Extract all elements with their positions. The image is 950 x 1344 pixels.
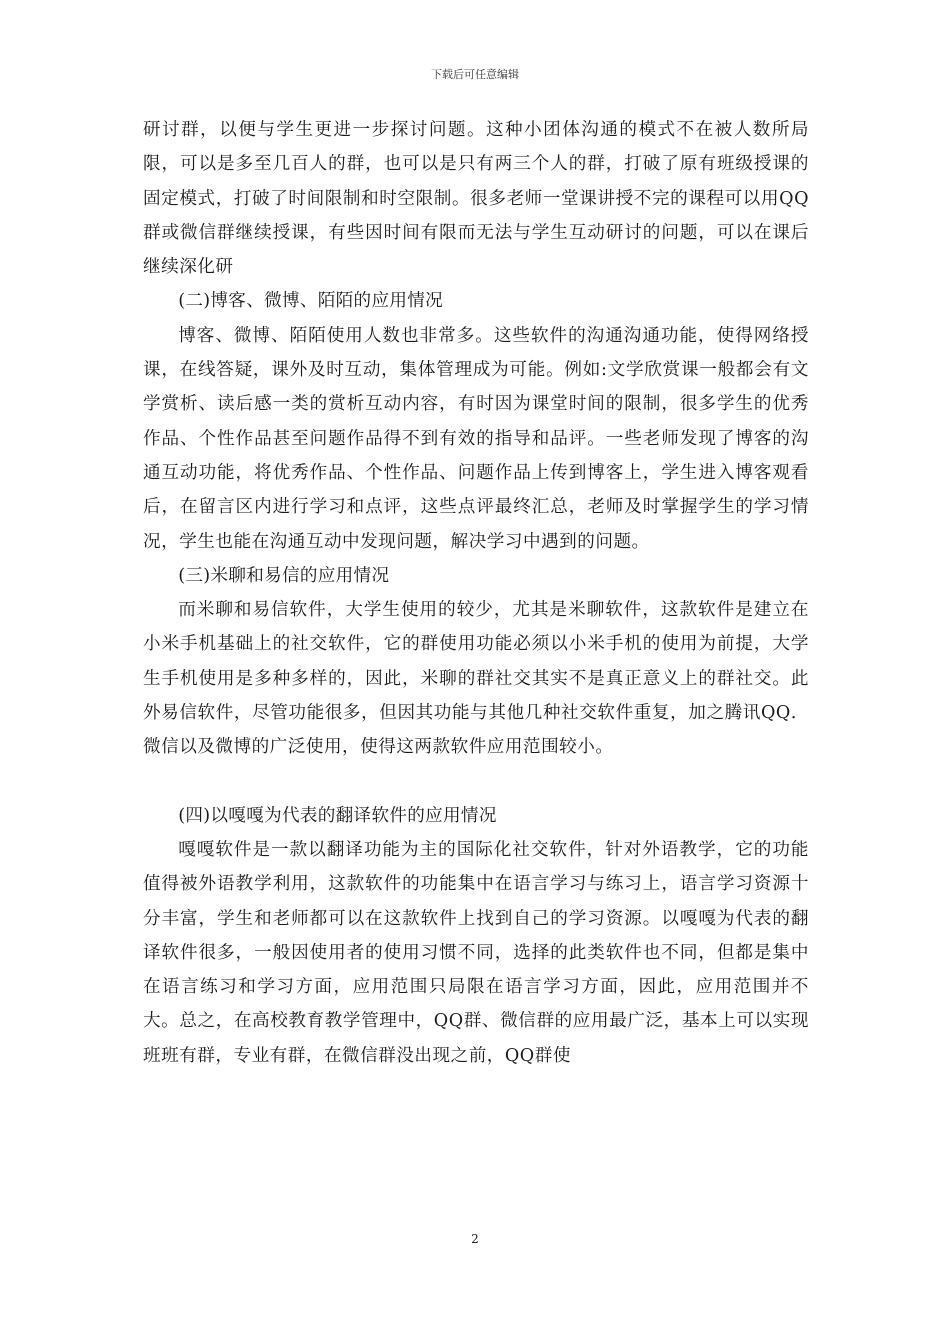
paragraph-2: 博客、微博、陌陌使用人数也非常多。这些软件的沟通沟通功能，使得网络授课，在线答疑，课外及时互动，集体管理成为可能。例如:文学欣赏课一般都会有文学赏析、读后感一类的赏析互动内容，有时因为课堂时间的限制，很多学生的优秀作品、个性作品甚至问题作品得不到有效的指导和品评。一些老师发现了博客的沟通互动功能，将优秀作品、个性作品、问题作品上传到博客上，学生进入博客观看后，在留言区内进行学习和点评，这些点评最终汇总，老师及时掌握学生的学习情况，学生也能在沟通互动中发现问题，解决学习中遇到的问题。	[143, 325, 809, 552]
blank-line	[143, 765, 809, 799]
paragraph-4: 嘎嘎软件是一款以翻译功能为主的国际化社交软件，针对外语教学，它的功能值得被外语教学利用，这款软件的功能集中在语言学习与练习上，语言学习资源十分丰富，学生和老师都可以在这款软件上找到自己的学习资源。以嘎嘎为代表的翻译软件很多，一般因使用者的使用习惯不同，选择的此类软件也不同，但都是集中在语言练习和学习方面，应用范围只局限在语言学习方面，因此，应用范围并不大。总之，在高校教育教学管理中，QQ群、微信群的应用最广泛，基本上可以实现班班有群，专业有群，在微信群没出现之前，QQ群使	[143, 839, 809, 1066]
paragraph-3: 而米聊和易信软件，大学生使用的较少，尤其是米聊软件，这款软件是建立在小米手机基础上的社交软件，它的群使用功能必须以小米手机的使用为前提，大学生手机使用是多种多样的，因此，米聊的群社交其实不是真正意义上的群社交。此外易信软件，尽管功能很多，但因其功能与其他几种社交软件重复，加之腾讯QQ．微信以及微博的广泛使用，使得这两款软件应用范围较小。	[143, 600, 809, 758]
section-heading-4: (四)以嘎嘎为代表的翻译软件的应用情况	[178, 805, 497, 826]
section-heading-3: (三)米聊和易信的应用情况	[178, 565, 390, 586]
page-header: 下载后可任意编辑	[431, 68, 519, 81]
paragraph-1: 研讨群，以便与学生更进一步探讨问题。这种小团体沟通的模式不在被人数所局限，可以是多至几百人的群，也可以是只有两三个人的群，打破了原有班级授课的固定模式，打破了时间限制和时空限制。很多老师一堂课讲授不完的课程可以用QQ群或微信群继续授课，有些因时间有限而无法与学生互动研讨的问题，可以在课后继续深化研	[143, 120, 809, 278]
page-number: 2	[471, 1232, 479, 1246]
document-body	[143, 113, 809, 1073]
section-heading-2: (二)博客、微博、陌陌的应用情况	[178, 291, 444, 312]
